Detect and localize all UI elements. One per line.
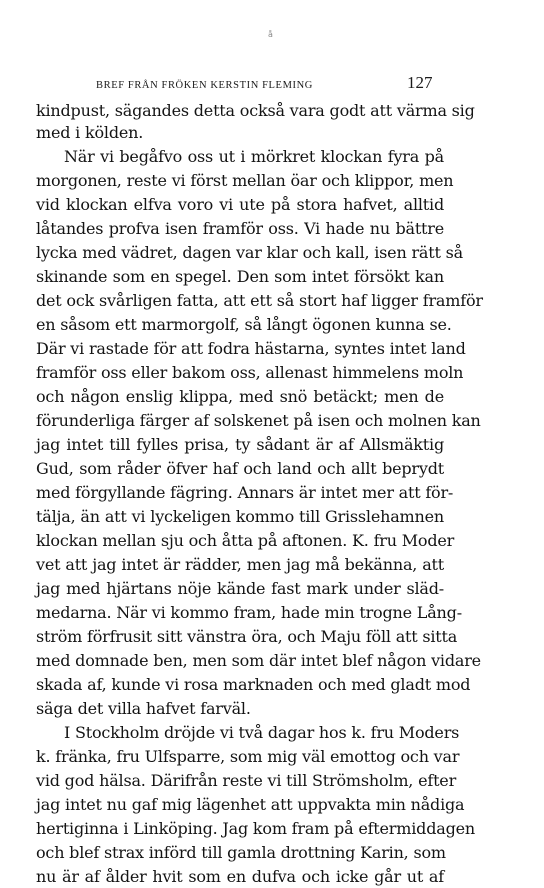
- text-line: med domnade ben, men som där intet blef någon vidare: [36, 651, 481, 670]
- text-line: skada af, kunde vi rosa marknaden och med gladt mod: [36, 675, 471, 694]
- page-number: 127: [407, 73, 433, 92]
- text-line: och någon enslig klippa, med snö betäckt; men de: [36, 387, 444, 406]
- text-line: medarna. När vi kommo fram, hade min trogne Lång-: [36, 603, 462, 622]
- text-line: Gud, som råder öfver haf och land och allt beprydt: [36, 459, 444, 478]
- running-head: BREF FRÅN FRÖKEN KERSTIN FLEMING: [96, 80, 313, 91]
- text-line: klockan mellan sju och åtta på aftonen. K. fru Moder: [36, 531, 455, 550]
- text-line: nu är af ålder hvit som en dufva och icke går ut af: [36, 867, 444, 886]
- text-line: jag med hjärtans nöje kände fast mark under släd-: [36, 579, 444, 598]
- print-mark: å: [268, 30, 273, 39]
- text-line: morgonen, reste vi först mellan öar och klippor, men: [36, 171, 454, 190]
- text-line: det ock svårligen fatta, att ett så stort haf ligger framför: [36, 291, 483, 310]
- text-line: med förgyllande fägring. Annars är intet mer att för-: [36, 483, 454, 502]
- text-line: jag intet till fylles prisa, ty sådant är af Allsmäktig: [36, 435, 444, 454]
- text-line: förunderliga färger af solskenet på isen och molnen kan: [36, 411, 481, 430]
- text-line: vet att jag intet är rädder, men jag må bekänna, att: [36, 555, 444, 574]
- text-line: vid god hälsa. Därifrån reste vi till Strömsholm, efter: [36, 771, 457, 790]
- text-line: en såsom ett marmorgolf, så långt ögonen kunna se.: [36, 315, 452, 334]
- text-line: och blef strax införd till gamla drottning Karin, som: [36, 843, 446, 862]
- text-line: hertiginna i Linköping. Jag kom fram på eftermiddagen: [36, 819, 475, 838]
- text-line: lycka med vädret, dagen var klar och kall, isen rätt så: [36, 243, 463, 262]
- text-line: När vi begåfvo oss ut i mörkret klockan fyra på: [64, 147, 444, 166]
- text-line: kindpust, sägandes detta också vara godt att värma sig: [36, 101, 475, 120]
- text-line: I Stockholm dröjde vi två dagar hos k. fru Moders: [64, 723, 460, 742]
- text-line: säga det villa hafvet farväl.: [36, 699, 251, 718]
- text-line: vid klockan elfva voro vi ute på stora hafvet, alltid: [36, 195, 444, 214]
- text-line: med i kölden.: [36, 123, 144, 142]
- text-line: Där vi rastade för att fodra hästarna, syntes intet land: [36, 339, 466, 358]
- text-line: ström förfrusit sitt vänstra öra, och Maju föll att sitta: [36, 627, 458, 646]
- text-line: jag intet nu gaf mig lägenhet att uppvakta min nådiga: [36, 795, 465, 814]
- text-line: tälja, än att vi lyckeligen kommo till Grisslehamnen: [36, 507, 444, 526]
- text-line: k. fränka, fru Ulfsparre, som mig väl emottog och var: [36, 747, 460, 766]
- text-line: låtandes profva isen framför oss. Vi hade nu bättre: [36, 219, 444, 238]
- text-line: skinande som en spegel. Den som intet försökt kan: [36, 267, 444, 286]
- text-line: framför oss eller bakom oss, allenast himmelens moln: [36, 363, 464, 382]
